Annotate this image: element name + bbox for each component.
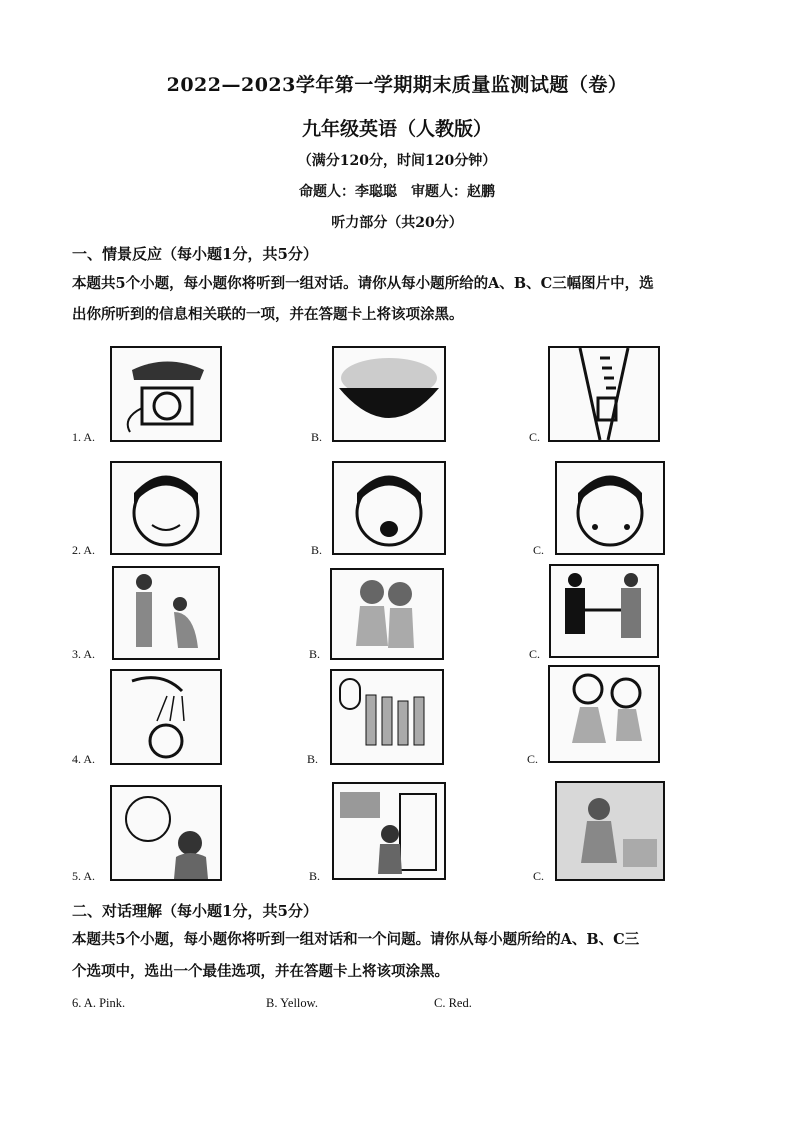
- q3-c-label: C.: [529, 647, 541, 661]
- q1-b-label: B.: [311, 430, 323, 444]
- q6-option-a: 6. A. Pink.: [72, 996, 126, 1010]
- q3-b-label: B.: [309, 647, 321, 661]
- woman-kitchen-picture: [555, 781, 665, 881]
- bowing-people-picture: [112, 566, 220, 660]
- section1-instructions-line1: 本题共5个小题，每小题你将听到一组对话。请你从每小题所给的A、B、C三幅图片中，选: [72, 275, 654, 292]
- section2-heading: 二、对话理解（每小题1分，共5分）: [72, 902, 318, 920]
- shouting-girl-picture: [332, 461, 446, 555]
- listening-part-title: 听力部分（共20分）: [331, 215, 463, 231]
- shower-girl-picture: [110, 669, 222, 765]
- running-kids-picture: [548, 665, 660, 763]
- q4-label: 4. A.: [72, 752, 96, 766]
- score-time: （满分120分，时间120分钟）: [297, 153, 497, 169]
- section1-instructions-line2: 出你所听到的信息相关联的一项，并在答题卡上将该项涂黑。: [72, 306, 464, 323]
- handshake-picture: [549, 564, 659, 658]
- queue-people-picture: [330, 669, 444, 765]
- q5-label: 5. A.: [72, 869, 96, 883]
- kissing-kids-picture: [330, 568, 444, 660]
- exam-title: 2022—2023学年第一学期期末质量监测试题（卷）: [166, 74, 628, 96]
- woman-street-picture: [332, 782, 446, 880]
- q5-c-label: C.: [533, 869, 545, 883]
- q3-label: 3. A.: [72, 647, 96, 661]
- section1-heading: 一、情景反应（每小题1分，共5分）: [72, 245, 318, 263]
- q1-label: 1. A.: [72, 430, 96, 444]
- q4-c-label: C.: [527, 752, 539, 766]
- q1-c-label: C.: [529, 430, 541, 444]
- q2-b-label: B.: [311, 543, 323, 557]
- telephone-picture: [110, 346, 222, 442]
- zipper-picture: [548, 346, 660, 442]
- q2-label: 2. A.: [72, 543, 96, 557]
- q2-c-label: C.: [533, 543, 545, 557]
- smiling-girl-picture: [110, 461, 222, 555]
- q6-option-c: C. Red.: [434, 996, 472, 1010]
- authors: 命题人：李聪聪 审题人：赵鹏: [299, 184, 495, 200]
- chips-bowl-picture: [332, 346, 446, 442]
- crying-girl-picture: [555, 461, 665, 555]
- woman-thinking-picture: [110, 785, 222, 881]
- q5-b-label: B.: [309, 869, 321, 883]
- section2-instructions-line2: 个选项中，选出一个最佳选项，并在答题卡上将该项涂黑。: [72, 963, 449, 980]
- q4-b-label: B.: [307, 752, 319, 766]
- q6-option-b: B. Yellow.: [266, 996, 318, 1010]
- exam-subtitle: 九年级英语（人教版）: [301, 118, 492, 140]
- section2-instructions-line1: 本题共5个小题，每小题你将听到一组对话和一个问题。请你从每小题所给的A、B、C三: [72, 931, 640, 948]
